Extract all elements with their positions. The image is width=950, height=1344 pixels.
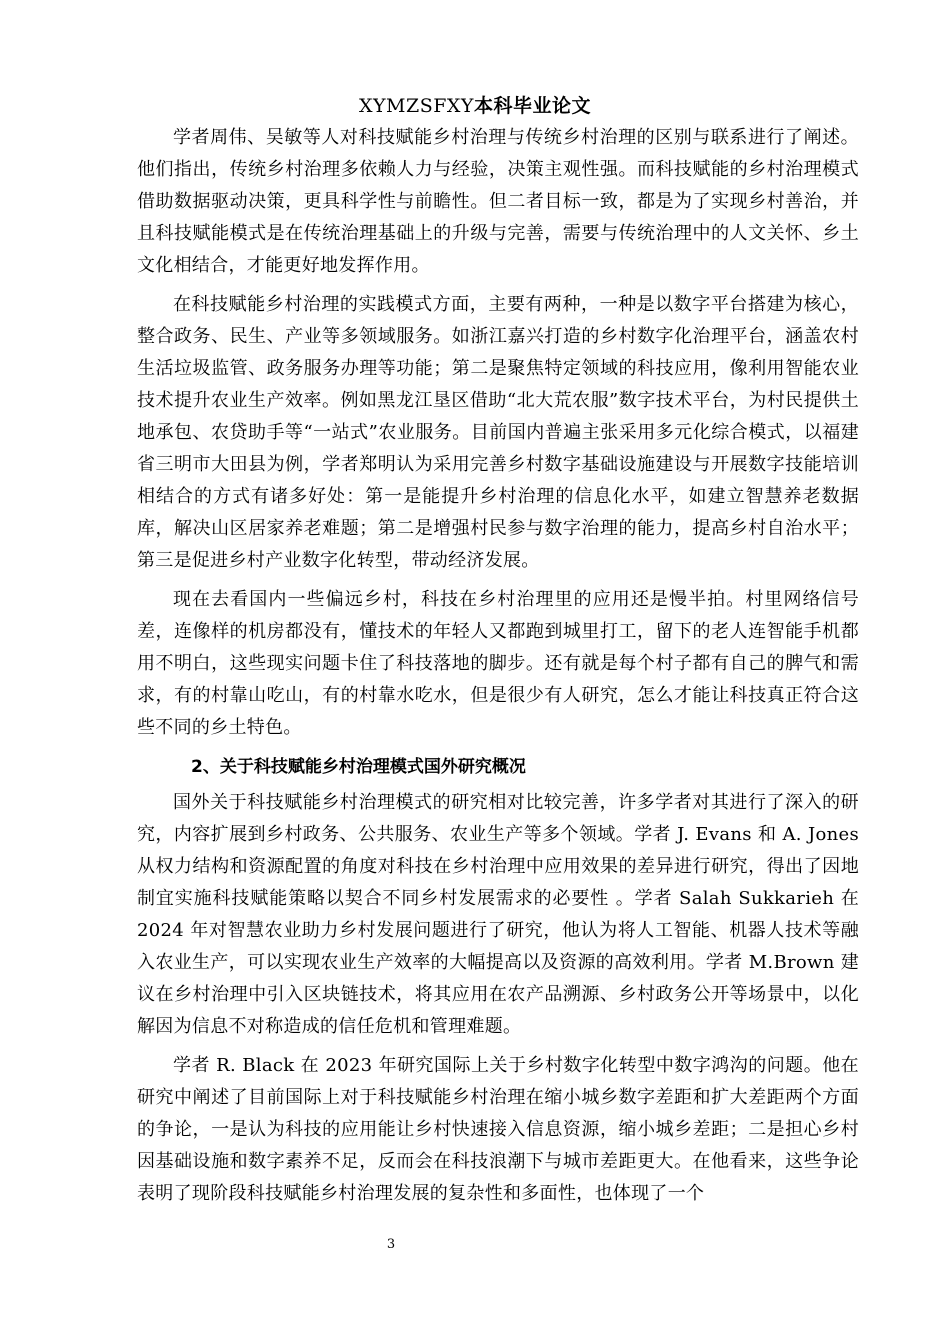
paragraph-3: 现在去看国内一些偏远乡村，科技在乡村治理里的应用还是慢半拍。村里网络信号差，连像样的机房都没有，懂技术的年轻人又都跑到城里打工，留下的老人连智能手机都用不明白，这些现实问题卡住了科技落地的脚步。还有就是每个村子都有自己的脾气和需求，有的村靠山吃山，有的村靠水吃水，但是很少有人研究，怎么才能让科技真正符合这些不同的乡土特色。 [137,589,859,738]
paragraph-5: 学者 R. Black 在 2023 年研究国际上关于乡村数字化转型中数字鸿沟的问题。他在研究中阐述了目前国际上对于科技赋能乡村治理在缩小城乡数字差距和扩大差距两个方面的争论，一是认为科技的应用能让乡村快速接入信息资源，缩小城乡差距；二是担心乡村因基础设施和数字素养不足，反而会在科技浪潮下与城市差距更大。在他看来，这些争论表明了现阶段科技赋能乡村治理发展的复杂性和多面性，也体现了一个 [137,1055,859,1204]
paragraph-4: 国外关于科技赋能乡村治理模式的研究相对比较完善，许多学者对其进行了深入的研究，内容扩展到乡村政务、公共服务、农业生产等多个领域。学者 J. Evans 和 A. Jones 从权力结构和资源配置的角度对科技在乡村治理中应用效果的差异进行研究，得出了因地制宜实施科技赋能策略以契合不同乡村发展需求的必要性 。学者 Salah Sukkarieh 在 2024 年对智慧农业助力乡村发展问题进行了研究，他认为将人工智能、机器人技术等融入农业生产，可以实现农业生产效率的大幅提高以及资源的高效利用。学者 M.Brown 建议在乡村治理中引入区块链技术，将其应用在农产品溯源、乡村政务公开等场景中，以化解因为信息不对称造成的信任危机和管理难题。 [137,792,859,1037]
paragraph-1: 学者周伟、吴敏等人对科技赋能乡村治理与传统乡村治理的区别与联系进行了阐述。他们指出，传统乡村治理多依赖人力与经验，决策主观性强。而科技赋能的乡村治理模式借助数据驱动决策，更具科学性与前瞻性。但二者目标一致，都是为了实现乡村善治，并且科技赋能模式是在传统治理基础上的升级与完善，需要与传统治理中的人文关怀、乡土文化相结合，才能更好地发挥作用。 [137,127,859,276]
header-code: XYMZSFXY [358,95,474,117]
page-header [0,93,950,119]
page-number: 3 [386,1237,396,1252]
section-heading: 2、关于科技赋能乡村治理模式国外研究概况 [191,757,526,777]
header-title: 本科毕业论文 [473,95,591,117]
document-body [137,122,859,1217]
paragraph-2: 在科技赋能乡村治理的实践模式方面，主要有两种，一种是以数字平台搭建为核心，整合政务、民生、产业等多领域服务。如浙江嘉兴打造的乡村数字化治理平台，涵盖农村生活垃圾监管、政务服务办理等功能；第二是聚焦特定领域的科技应用，像利用智能农业技术提升农业生产效率。例如黑龙江垦区借助“北大荒农服”数字技术平台，为村民提供土地承包、农贷助手等“一站式”农业服务。目前国内普遍主张采用多元化综合模式，以福建省三明市大田县为例，学者郑明认为采用完善乡村数字基础设施建设与开展数字技能培训相结合的方式有诸多好处：第一是能提升乡村治理的信息化水平，如建立智慧养老数据库，解决山区居家养老难题；第二是增强村民参与数字治理的能力，提高乡村自治水平；第三是促进乡村产业数字化转型，带动经济发展。 [137,294,859,571]
